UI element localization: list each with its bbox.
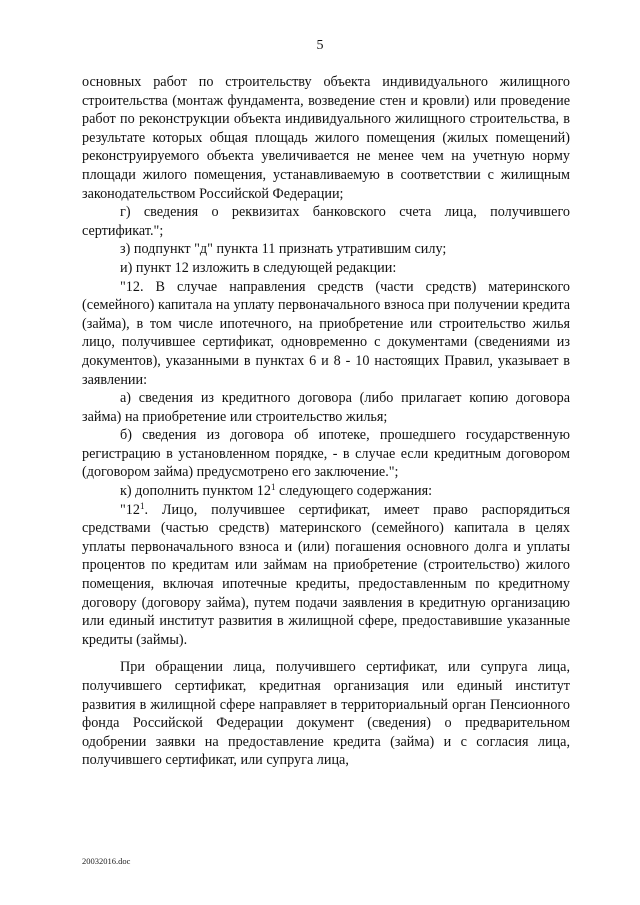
text-fragment: к) дополнить пунктом 12 — [120, 483, 271, 500]
paragraph-clause-12-1 — [82, 501, 570, 650]
paragraph-item-g: г) сведения о реквизитах банковского счета лица, получившего сертификат."; — [82, 204, 570, 239]
paragraph-item-i: и) пункт 12 изложить в следующей редакции: — [120, 259, 397, 276]
paragraph-clause-12-b: б) сведения из договора об ипотеке, прошедшего государственную регистрацию в установленном порядке, - в случае если кредитным договором (договором займа) предусмотрено его заключение."; — [82, 427, 570, 481]
footer-file-code: 20032016.doc — [82, 856, 131, 866]
paragraph-item-k — [82, 482, 570, 501]
paragraph-clause-12-a: а) сведения из кредитного договора (либо прилагает копию договора займа) на приобретение или строительство жилья; — [82, 390, 570, 425]
text-fragment: . Лицо, получившее сертификат, имеет право распорядиться средствами (частью средств) материнского (семейного) капитала в целях уплаты первоначального взноса и (или) погашения основного долга и уплаты процентов по кредитам или займам на приобретение (строительство) жилого помещения, включая ипотечные кредиты, предоставленным по кредитному договору (договору займа), путем подачи заявления в кредитную организацию или единый институт развития в жилищной сфере, предоставившие указанные кредиты (займы). — [82, 501, 570, 648]
paragraph-application: При обращении лица, получившего сертификат, или супруга лица, получившего сертификат, кредитная организация или единый институт развития в жилищной сфере направляет в территориальный орган Пенсионного фонда Российской Федерации документ (сведения) о предварительном одобрении заявки на предоставление кредита (займа) и с согласия лица, получившего сертификат, или супруга лица, — [82, 659, 570, 769]
paragraph-clause-12: "12. В случае направления средств (части средств) материнского (семейного) капитала на уплату первоначального взноса при получении кредита (займа), в том числе ипотечного, на приобретение или строительство жилья лицо, получившее сертификат, одновременно с документами (сведениями из документов), указанными в пунктах 6 и 8 - 10 настоящих Правил, указывает в заявлении: — [82, 278, 570, 388]
superscript: 1 — [271, 482, 276, 493]
text-fragment: "12 — [120, 501, 140, 518]
paragraph-item-z: з) подпункт "д" пункта 11 признать утратившим силу; — [120, 241, 447, 258]
document-body — [82, 73, 570, 770]
text-fragment: следующего содержания: — [275, 483, 433, 500]
superscript: 1 — [139, 500, 145, 511]
paragraph-continuation: основных работ по строительству объекта индивидуального жилищного строительства (монтаж фундамента, возведение стен и кровли) или проведение работ по реконструкции объекта индивидуального жилищного строительства, в результате которых общая площадь жилого помещения (жилых помещений) реконструируемого объекта увеличивается не менее чем на учетную норму площади жилого помещения, устанавливаемую в соответствии с жилищным законодательством Российской Федерации; — [82, 74, 570, 202]
page-number: 5 — [316, 38, 324, 53]
